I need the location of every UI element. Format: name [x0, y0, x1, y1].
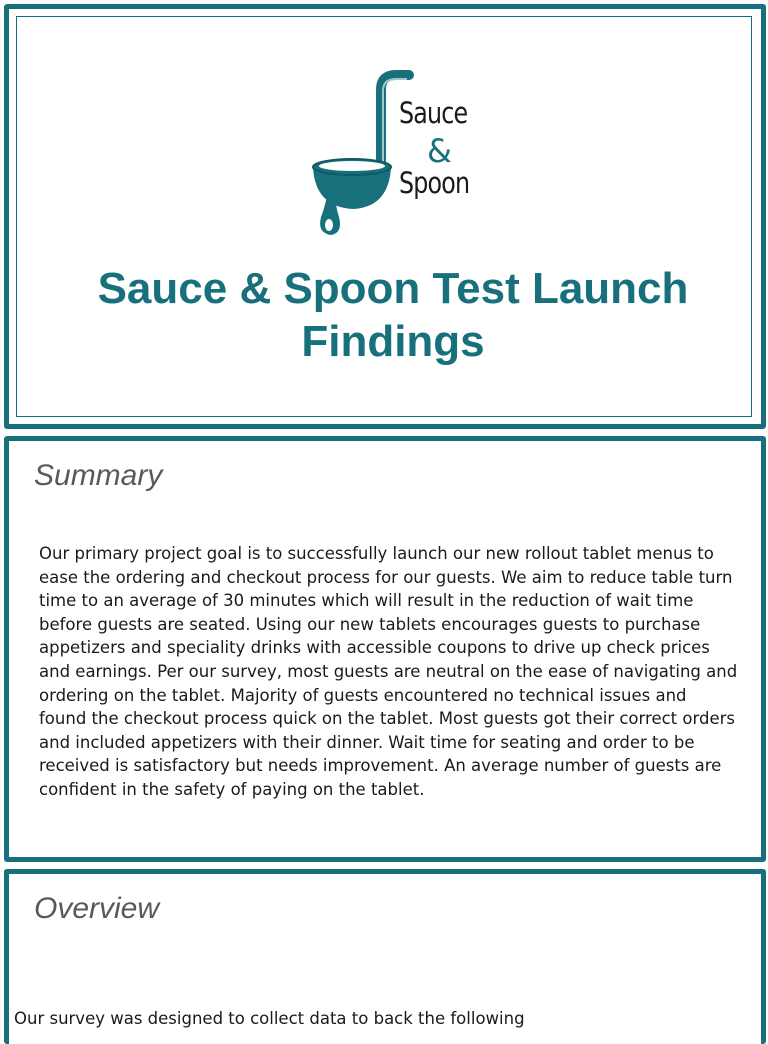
summary-heading: Summary [34, 459, 163, 492]
ladle-icon [301, 67, 481, 242]
title-card [4, 4, 766, 429]
logo-ampersand: & [427, 132, 452, 170]
page-title: Sauce & Spoon Test Launch Findings [97, 264, 689, 366]
title-card-inner-border [16, 16, 752, 417]
overview-heading: Overview [34, 892, 160, 925]
brand-logo [301, 67, 481, 242]
logo-word-spoon: Spoon [399, 166, 470, 200]
overview-body: Our survey was designed to collect data to back the following [14, 1009, 525, 1028]
summary-card [4, 436, 766, 862]
overview-card [4, 869, 766, 1044]
summary-body: Our primary project goal is to successfully launch our new rollout tablet menus to ease the ordering and checkout process for our guests. We aim to reduce table turn time to an average of 30 minutes which will result in the reduction of wait time before guests are seated. Using our new tablets encourages guests to purchase appetizers and speciality drinks with accessible coupons to drive up check prices and earnings. Per our survey, most guests are neutral on the ease of navigating and ordering on the tablet. Majority of guests encountered no technical issues and found the checkout process quick on the tablet. Most guests got their correct orders and included appetizers with their dinner. Wait time for seating and order to be received is satisfactory but needs improvement. An average number of guests are confident in the safety of paying on the tablet. [39, 544, 738, 799]
logo-word-sauce: Sauce [399, 96, 468, 130]
